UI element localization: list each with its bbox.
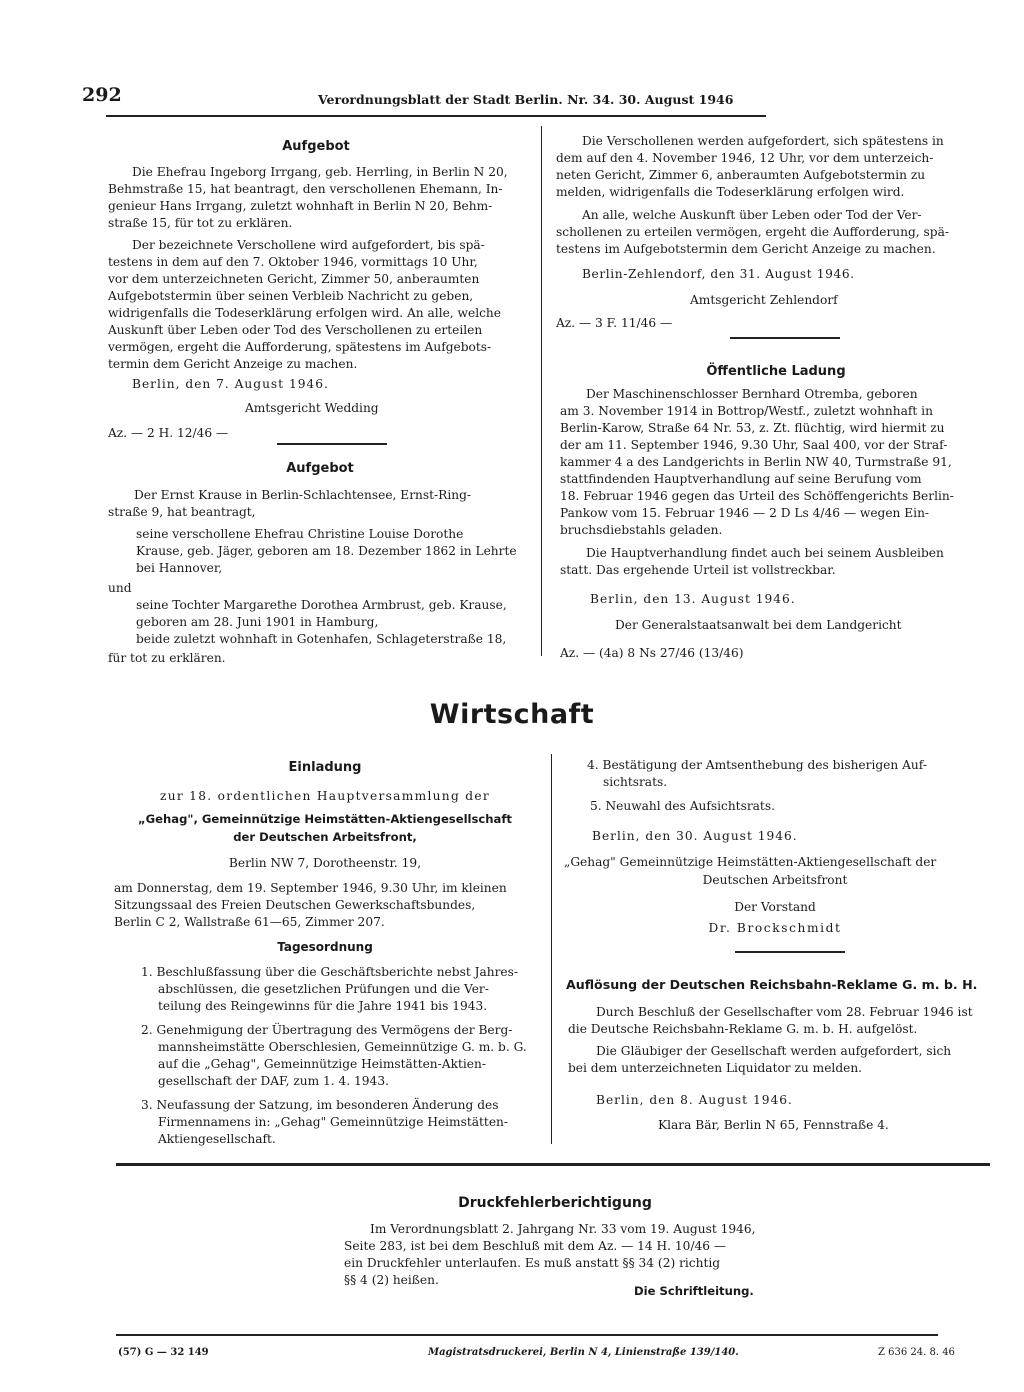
text-line: bei Hannover, — [136, 561, 223, 575]
section-rule — [735, 951, 845, 953]
aufloesung-title: Auflösung der Deutschen Reichsbahn-Reklame G. m. b. H. — [566, 977, 978, 992]
text-line: Der Ernst Krause in Berlin-Schlachtensee, Ernst-Ring- — [134, 488, 471, 502]
zehlendorf-date: Berlin-Zehlendorf, den 31. August 1946. — [582, 267, 855, 281]
text-line: ein Druckfehler unterlaufen. Es muß anstatt §§ 34 (2) richtig — [344, 1256, 721, 1270]
agenda-item: teilung des Reingewinns für die Jahre 1941 bis 1943. — [158, 999, 488, 1013]
aufgebot-1-az: Az. — 2 H. 12/46 — — [108, 426, 229, 440]
text-line: geboren am 28. Juni 1901 in Hamburg, — [136, 615, 379, 629]
text-line: vermögen, ergeht die Aufforderung, spätestens im Aufgebots- — [108, 340, 492, 354]
agenda-item: 5. Neuwahl des Aufsichtsrats. — [590, 799, 775, 813]
text-line: Die Hauptverhandlung findet auch bei seinem Ausbleiben — [586, 546, 944, 560]
text-line: seine Tochter Margarethe Dorothea Armbrust, geb. Krause, — [136, 598, 507, 612]
gehag-org-2: Deutschen Arbeitsfront — [702, 873, 848, 887]
druckfehler-signer: Die Schriftleitung. — [634, 1284, 754, 1298]
text-line: Krause, geb. Jäger, geboren am 18. Dezember 1862 in Lehrte — [136, 544, 517, 558]
text-line: genieur Hans Irrgang, zuletzt wohnhaft in Berlin N 20, Behm- — [108, 199, 493, 213]
text-line: schollenen zu erteilen vermögen, ergeht die Aufforderung, spä- — [556, 225, 949, 239]
text-line: Durch Beschluß der Gesellschafter vom 28. Februar 1946 ist — [596, 1005, 973, 1019]
text-line: kammer 4 a des Landgerichts in Berlin NW 40, Turmstraße 91, — [560, 455, 952, 469]
page-number: 292 — [82, 84, 122, 106]
druckfehler-title: Druckfehlerberichtigung — [458, 1195, 652, 1211]
text-line: 18. Februar 1946 gegen das Urteil des Schöffengerichts Berlin- — [560, 489, 954, 503]
text-line: Die Verschollenen werden aufgefordert, sich spätestens in — [582, 134, 944, 148]
text-line: vor dem unterzeichneten Gericht, Zimmer 50, anberaumten — [108, 272, 480, 286]
agenda-item: gesellschaft der DAF, zum 1. 4. 1943. — [158, 1074, 389, 1088]
vorstand-signer: Dr. Brockschmidt — [708, 921, 842, 935]
column-divider-top — [541, 126, 542, 656]
aufgebot-1-court: Amtsgericht Wedding — [245, 401, 379, 415]
header-rule — [106, 115, 766, 117]
text-line: bei dem unterzeichneten Liquidator zu melden. — [568, 1061, 863, 1075]
text-line: Auskunft über Leben oder Tod des Verschollenen zu erteilen — [108, 323, 483, 337]
text-line: Pankow vom 15. Februar 1946 — 2 D Ls 4/46 — wegen Ein- — [560, 506, 930, 520]
text-line: straße 15, für tot zu erklären. — [108, 216, 293, 230]
footer-left: (57) G — 32 149 — [118, 1347, 209, 1358]
text-line: Seite 283, ist bei dem Beschluß mit dem Az. — 14 H. 10/46 — — [344, 1239, 727, 1253]
text-line: beide zuletzt wohnhaft in Gotenhafen, Schlageterstraße 18, — [136, 632, 507, 646]
agenda-item: auf die „Gehag", Gemeinnützige Heimstätten-Aktien- — [158, 1057, 486, 1071]
agenda-item: Aktiengesellschaft. — [158, 1132, 276, 1146]
aufloesung-signer: Klara Bär, Berlin N 65, Fennstraße 4. — [658, 1118, 889, 1132]
text-line: statt. Das ergehende Urteil ist vollstreckbar. — [560, 563, 836, 577]
footer-rule — [116, 1334, 938, 1336]
text-line: Der bezeichnete Verschollene wird aufgefordert, bis spä- — [132, 238, 485, 252]
gehag-name-2: der Deutschen Arbeitsfront, — [233, 830, 417, 844]
agenda-item: abschlüssen, die gesetzlichen Prüfungen und die Ver- — [158, 982, 489, 996]
einladung-title: Einladung — [288, 760, 362, 775]
agenda-item: 4. Bestätigung der Amtsenthebung des bisherigen Auf- — [587, 758, 927, 772]
aufloesung-date: Berlin, den 8. August 1946. — [596, 1093, 793, 1107]
text-line: am 3. November 1914 in Bottrop/Westf., zuletzt wohnhaft in — [560, 404, 933, 418]
text-line: Im Verordnungsblatt 2. Jahrgang Nr. 33 vom 19. August 1946, — [370, 1222, 756, 1236]
agenda-item: 2. Genehmigung der Übertragung des Vermögens der Berg- — [141, 1023, 513, 1037]
gehag-org: „Gehag" Gemeinnützige Heimstätten-Aktiengesellschaft der — [564, 855, 937, 869]
text-line: Berlin C 2, Wallstraße 61—65, Zimmer 207. — [114, 915, 385, 929]
text-line: die Deutsche Reichsbahn-Reklame G. m. b. H. aufgelöst. — [568, 1022, 918, 1036]
text-line: Aufgebotstermin über seinen Verbleib Nachricht zu geben, — [108, 289, 474, 303]
section-divider — [116, 1163, 990, 1166]
footer-right: Z 636 24. 8. 46 — [878, 1347, 955, 1358]
text-line: §§ 4 (2) heißen. — [344, 1273, 439, 1287]
agenda-item: Firmennamens in: „Gehag" Gemeinnützige Heimstätten- — [158, 1115, 509, 1129]
text-line: testens in dem auf den 7. Oktober 1946, vormittags 10 Uhr, — [108, 255, 478, 269]
text-line: Sitzungssaal des Freien Deutschen Gewerkschaftsbundes, — [114, 898, 476, 912]
text-line: Die Gläubiger der Gesellschaft werden aufgefordert, sich — [596, 1044, 952, 1058]
agenda-item: 1. Beschlußfassung über die Geschäftsberichte nebst Jahres- — [141, 965, 519, 979]
text-line: und — [108, 581, 132, 595]
ladung-title: Öffentliche Ladung — [706, 364, 846, 379]
footer-printer: Magistratsdruckerei, Berlin N 4, Linienstraße 139/140. — [428, 1347, 739, 1358]
text-line: dem auf den 4. November 1946, 12 Uhr, vor dem unterzeich- — [556, 151, 934, 165]
section-rule — [277, 443, 387, 445]
agenda-item: 3. Neufassung der Satzung, im besonderen Änderung des — [141, 1098, 499, 1112]
ladung-date: Berlin, den 13. August 1946. — [590, 592, 796, 606]
aufgebot-2-title: Aufgebot — [286, 461, 354, 476]
agenda-title: Tagesordnung — [277, 940, 373, 954]
column-divider-bottom — [551, 754, 552, 1144]
text-line: straße 9, hat beantragt, — [108, 505, 256, 519]
text-line: Behmstraße 15, hat beantragt, den verschollenen Ehemann, In- — [108, 182, 503, 196]
text-line: stattfindenden Hauptverhandlung auf seine Berufung vom — [560, 472, 922, 486]
wirtschaft-heading: Wirtschaft — [429, 699, 595, 730]
ladung-az: Az. — (4a) 8 Ns 27/46 (13/46) — [560, 646, 744, 660]
einladung-line: zur 18. ordentlichen Hauptversammlung der — [160, 789, 490, 803]
aufgebot-1-title: Aufgebot — [282, 139, 350, 154]
text-line: neten Gericht, Zimmer 6, anberaumten Aufgebotstermin zu — [556, 168, 926, 182]
agenda-item: mannsheimstätte Oberschlesien, Gemeinnützige G. m. b. G. — [158, 1040, 527, 1054]
gehag-name: „Gehag", Gemeinnützige Heimstätten-Aktiengesellschaft — [138, 812, 512, 826]
vorstand: Der Vorstand — [734, 900, 816, 914]
text-line: für tot zu erklären. — [108, 651, 226, 665]
ladung-signer: Der Generalstaatsanwalt bei dem Landgericht — [615, 618, 902, 632]
text-line: melden, widrigenfalls die Todeserklärung erfolgen wird. — [556, 185, 905, 199]
text-line: An alle, welche Auskunft über Leben oder Tod der Ver- — [582, 208, 922, 222]
zehlendorf-court: Amtsgericht Zehlendorf — [690, 293, 838, 307]
text-line: am Donnerstag, dem 19. September 1946, 9.30 Uhr, im kleinen — [114, 881, 507, 895]
section-rule — [730, 337, 840, 339]
zehlendorf-az: Az. — 3 F. 11/46 — — [556, 316, 673, 330]
running-title: Verordnungsblatt der Stadt Berlin. Nr. 34. 30. August 1946 — [318, 92, 734, 107]
text-line: Berlin-Karow, Straße 64 Nr. 53, z. Zt. flüchtig, wird hiermit zu — [560, 421, 945, 435]
gehag-address: Berlin NW 7, Dorotheenstr. 19, — [228, 856, 422, 870]
text-line: Die Ehefrau Ingeborg Irrgang, geb. Herrling, in Berlin N 20, — [132, 165, 508, 179]
text-line: termin dem Gericht Anzeige zu machen. — [108, 357, 358, 371]
aufgebot-1-date: Berlin, den 7. August 1946. — [132, 377, 329, 391]
text-line: seine verschollene Ehefrau Christine Louise Dorothe — [136, 527, 464, 541]
agenda-item: sichtsrats. — [603, 775, 668, 789]
text-line: der am 11. September 1946, 9.30 Uhr, Saal 400, vor der Straf- — [560, 438, 948, 452]
text-line: Der Maschinenschlosser Bernhard Otremba, geboren — [586, 387, 918, 401]
text-line: widrigenfalls die Todeserklärung erfolgen wird. An alle, welche — [108, 306, 501, 320]
text-line: bruchsdiebstahls geladen. — [560, 523, 723, 537]
gehag-date: Berlin, den 30. August 1946. — [592, 829, 798, 843]
text-line: testens im Aufgebotstermin dem Gericht Anzeige zu machen. — [556, 242, 936, 256]
